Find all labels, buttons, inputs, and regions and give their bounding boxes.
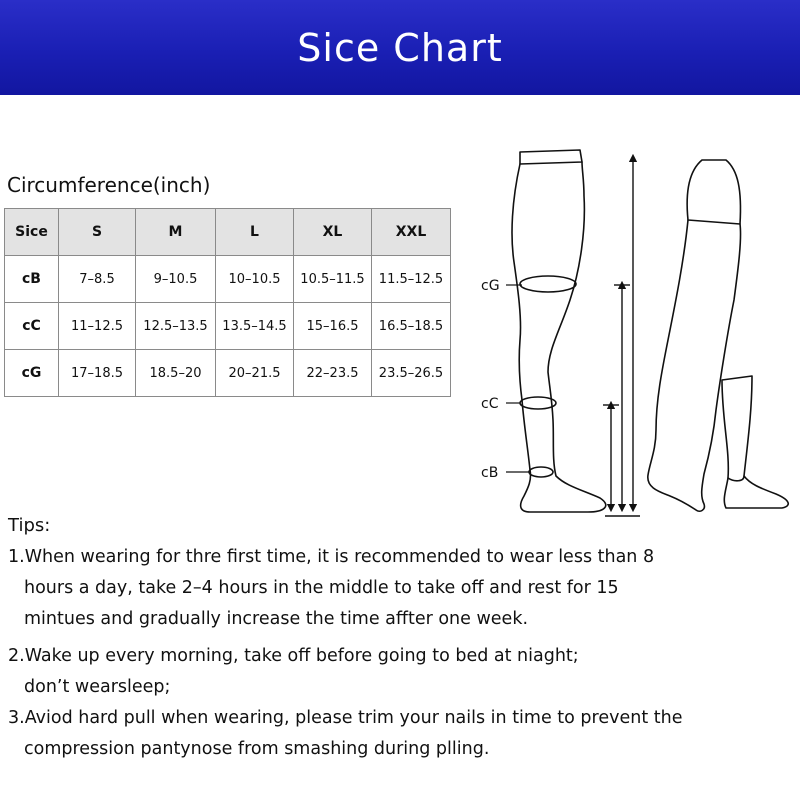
row-header: cB <box>5 256 59 303</box>
table-row <box>5 256 451 303</box>
table-row <box>5 303 451 350</box>
column-header: M <box>136 209 216 256</box>
tip-line: don’t wearsleep; <box>24 677 171 697</box>
tip-line: hours a day, take 2–4 hours in the middle to take off and rest for 15 <box>24 578 619 598</box>
measurement-labels <box>481 278 529 481</box>
table-cell: 10.5–11.5 <box>294 256 372 303</box>
table-cell: 11.5–12.5 <box>372 256 451 303</box>
column-header: S <box>59 209 136 256</box>
cg-label: cG <box>481 278 500 294</box>
size-table <box>4 208 451 397</box>
column-header: XL <box>294 209 372 256</box>
table-cell: 9–10.5 <box>136 256 216 303</box>
row-header: cG <box>5 350 59 397</box>
table-cell: 11–12.5 <box>59 303 136 350</box>
tip-item <box>8 641 579 703</box>
column-header: XXL <box>372 209 451 256</box>
cc-label: cC <box>481 396 499 412</box>
measure-arrow-icon <box>603 158 640 516</box>
table-cell: 7–8.5 <box>59 256 136 303</box>
tip-line: 3.Aviod hard pull when wearing, please trim your nails in time to prevent the <box>8 708 683 728</box>
tip-line: 2.Wake up every morning, take off before going to bed at niaght; <box>8 646 579 666</box>
column-header: L <box>216 209 294 256</box>
header-banner <box>0 0 800 95</box>
table-cell: 23.5–26.5 <box>372 350 451 397</box>
tip-line: mintues and gradually increase the time affter one week. <box>24 609 529 629</box>
page-title: Sice Chart <box>297 25 503 70</box>
table-row <box>5 350 451 397</box>
side-leg-outline-icon <box>648 160 788 511</box>
row-header: cC <box>5 303 59 350</box>
table-cell: 13.5–14.5 <box>216 303 294 350</box>
front-leg-outline-icon <box>512 150 606 512</box>
tip-line: compression pantynose from smashing during plling. <box>24 739 490 759</box>
table-cell: 15–16.5 <box>294 303 372 350</box>
table-header-row <box>5 209 451 256</box>
tips-title: Tips: <box>8 515 51 536</box>
tip-item <box>8 703 682 765</box>
tip-item <box>8 542 654 635</box>
table-cell: 17–18.5 <box>59 350 136 397</box>
table-cell: 10–10.5 <box>216 256 294 303</box>
table-cell: 12.5–13.5 <box>136 303 216 350</box>
leg-diagram <box>470 140 790 525</box>
table-cell: 18.5–20 <box>136 350 216 397</box>
tip-line: 1.When wearing for thre first time, it is recommended to wear less than 8 <box>8 547 655 567</box>
table-corner-header: Sice <box>5 209 59 256</box>
table-cell: 16.5–18.5 <box>372 303 451 350</box>
table-title: Circumference(inch) <box>7 173 211 197</box>
table-cell: 20–21.5 <box>216 350 294 397</box>
table-cell: 22–23.5 <box>294 350 372 397</box>
cb-label: cB <box>481 465 499 481</box>
